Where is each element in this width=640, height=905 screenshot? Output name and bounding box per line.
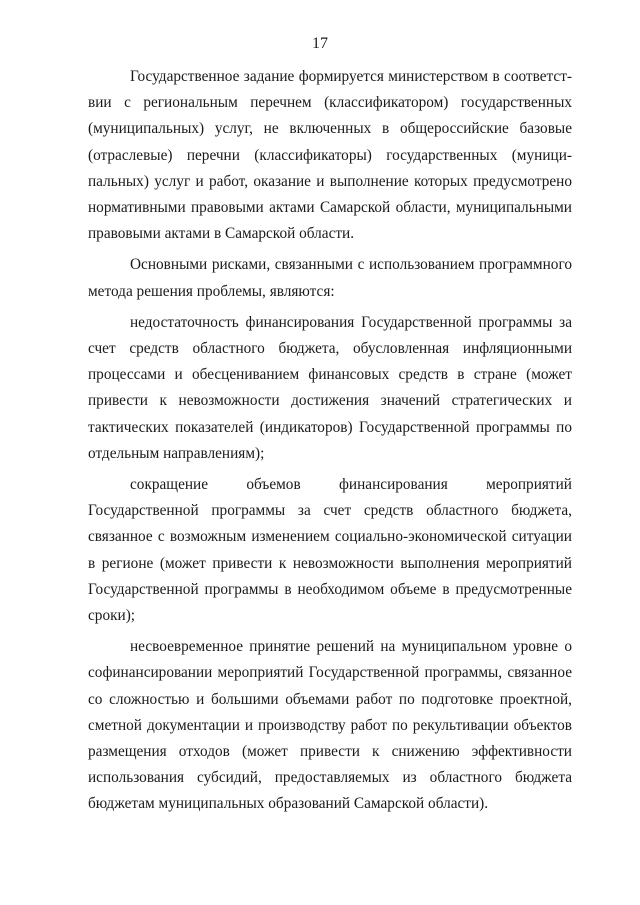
paragraph-state-assignment: Государственное задание формируется министерством в соответствии с региональным перечнем (классификатором) государственных (муниципальных) услуг, не включенных в общероссийские базовые (отраслевые) перечни (классификаторы) государственных (муниципальных) услуг и работ, оказание и выполнение которых предусмотрено нормативными правовыми актами Самарской области, муниципальными правовыми актами в Самарской области. (88, 68, 572, 243)
paragraph-risk-insufficient-funding: недостаточность финансирования Государственной программы за счет средств областного бюджета, обусловленная инфляционными процессами и обесцениванием финансовых средств в стране (может привести к невозможности достижения значений стратегических и тактических показателей (индикаторов) Государственной программы по отдельным направлениям); (88, 313, 572, 462)
paragraph-risk-funding-reduction: сокращение объемов финансирования мероприятий Государственной программы за счет средств областного бюджета, связанное с возможным изменением социально-экономической ситуации в регионе (может привести к невозможности выполнения мероприятий Государственной программы в необходимом объеме в предусмотренные сроки); (88, 476, 572, 625)
document-body (88, 64, 572, 818)
paragraph-risks-intro: Основными рисками, связанными с использованием программного метода решения проблемы, являются: (88, 256, 572, 300)
paragraph-risk-untimely-decisions: несвоевременное принятие решений на муниципальном уровне о софинансировании мероприятий Государственной программы, связанное со сложностью и большими объемами работ по подготовке проектной, сметной документации и производству работ по рекультивации объектов размещения отходов (может привести к снижению эффективности использования субсидий, предоставляемых из областного бюджета бюджетам муниципальных образований Самарской области). (88, 638, 572, 813)
page-number: 17 (312, 35, 328, 52)
